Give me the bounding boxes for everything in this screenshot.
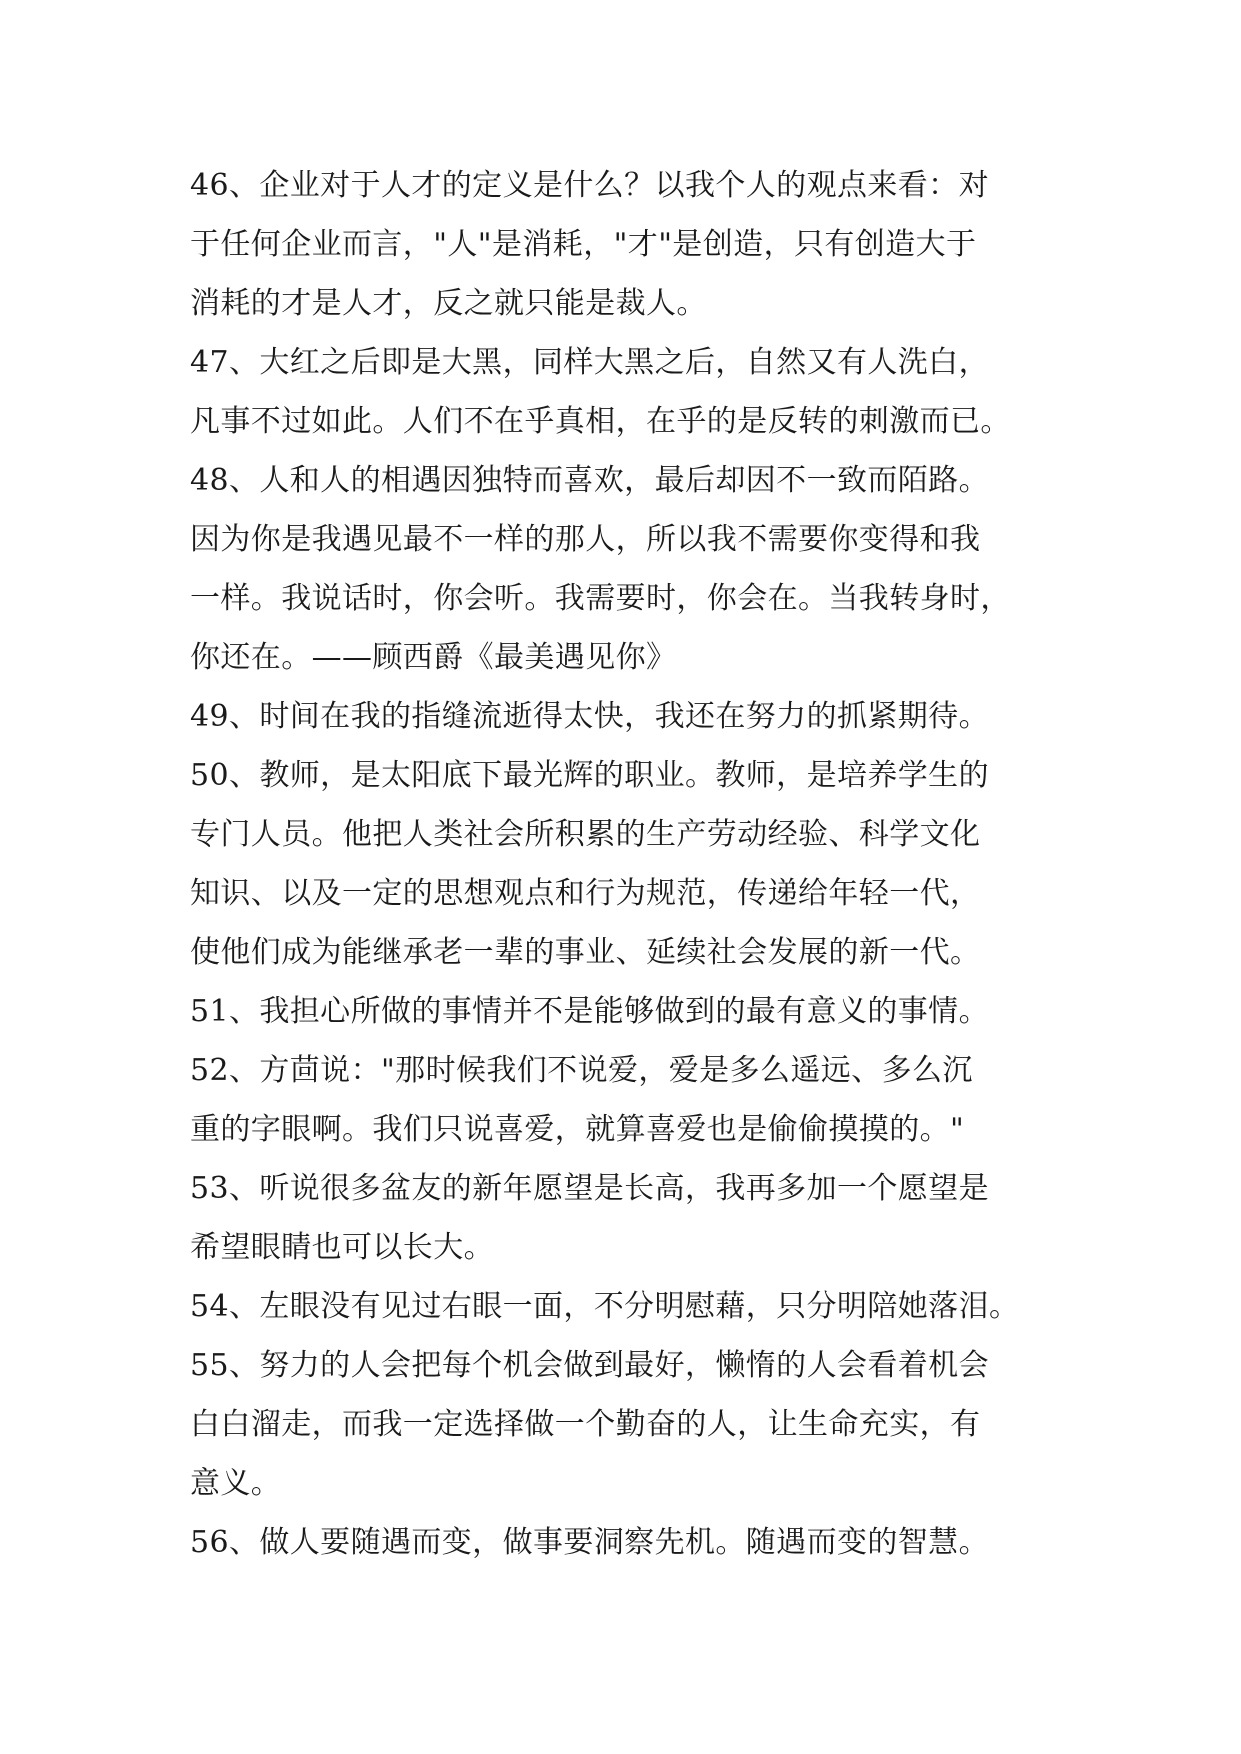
text-line: 希望眼睛也可以长大。 — [190, 1230, 494, 1265]
text-line: 凡事不过如此。人们不在乎真相，在乎的是反转的刺激而已。 — [190, 404, 1011, 439]
text-line: 50、教师，是太阳底下最光辉的职业。教师，是培养学生的 — [190, 758, 989, 793]
text-line: 49、时间在我的指缝流逝得太快，我还在努力的抓紧期待。 — [190, 699, 989, 734]
text-line: 知识、以及一定的思想观点和行为规范，传递给年轻一代， — [190, 876, 981, 911]
text-line: 消耗的才是人才，反之就只能是裁人。 — [190, 286, 707, 321]
text-line: 一样。我说话时，你会听。我需要时，你会在。当我转身时， — [190, 581, 1011, 616]
text-line: 55、努力的人会把每个机会做到最好，懒惰的人会看着机会 — [190, 1348, 989, 1383]
text-line: 于任何企业而言，"人"是消耗，"才"是创造，只有创造大于 — [190, 227, 977, 262]
text-line: 使他们成为能继承老一辈的事业、延续社会发展的新一代。 — [190, 935, 981, 970]
text-line: 51、我担心所做的事情并不是能够做到的最有意义的事情。 — [190, 994, 989, 1029]
text-line: 56、做人要随遇而变，做事要洞察先机。随遇而变的智慧。 — [190, 1525, 989, 1560]
text-line: 意义。 — [190, 1466, 282, 1501]
text-line: 48、人和人的相遇因独特而喜欢，最后却因不一致而陌路。 — [190, 463, 989, 498]
text-line: 专门人员。他把人类社会所积累的生产劳动经验、科学文化 — [190, 817, 981, 852]
text-line: 白白溜走，而我一定选择做一个勤奋的人，让生命充实，有 — [190, 1407, 981, 1442]
text-line: 因为你是我遇见最不一样的那人，所以我不需要你变得和我 — [190, 522, 981, 557]
text-line: 重的字眼啊。我们只说喜爱，就算喜爱也是偷偷摸摸的。" — [190, 1112, 965, 1147]
text-line: 你还在。——顾西爵《最美遇见你》 — [190, 640, 677, 675]
document-body — [190, 156, 1070, 1572]
text-line: 46、企业对于人才的定义是什么？以我个人的观点来看：对 — [190, 168, 989, 203]
text-line: 54、左眼没有见过右眼一面，不分明慰藉，只分明陪她落泪。 — [190, 1289, 1020, 1324]
text-line: 47、大红之后即是大黑，同样大黑之后，自然又有人洗白， — [190, 345, 989, 380]
text-line: 53、听说很多盆友的新年愿望是长高，我再多加一个愿望是 — [190, 1171, 989, 1206]
text-line: 52、方茴说："那时候我们不说爱，爱是多么遥远、多么沉 — [190, 1053, 973, 1088]
